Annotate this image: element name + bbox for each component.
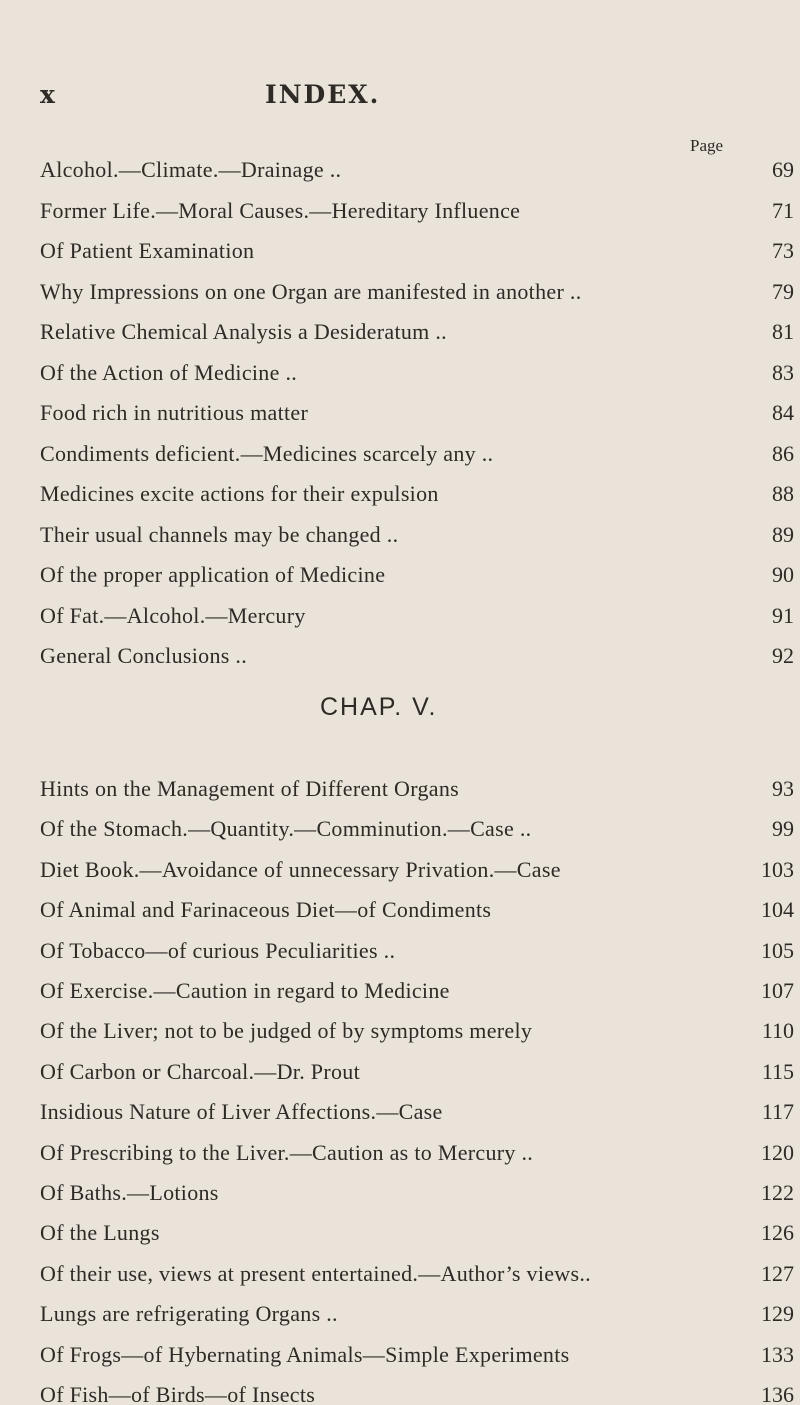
entry-title: Of Tobacco—of curious Peculiarities .. <box>40 937 396 963</box>
index-entry <box>40 1261 800 1295</box>
entry-page-number: 117 <box>761 1099 794 1125</box>
index-entry <box>40 360 800 394</box>
entry-title: Of the Action of Medicine .. <box>40 359 298 385</box>
entry-title: Of the Stomach.—Quantity.—Comminution.—Case .. <box>40 816 532 842</box>
entry-title: Of Carbon or Charcoal.—Dr. Prout <box>40 1058 360 1084</box>
entry-page-number: 79 <box>772 278 794 304</box>
index-entry <box>40 897 800 931</box>
entry-title: Hints on the Management of Different Organs <box>40 776 459 801</box>
index-entry <box>40 1099 800 1133</box>
entry-title: Condiments deficient.—Medicines scarcely any .. <box>40 440 494 466</box>
entry-title: Of Animal and Farinaceous Diet—of Condiments <box>40 897 492 923</box>
entry-page-number: 120 <box>761 1139 794 1165</box>
entry-page-number: 105 <box>761 937 794 963</box>
index-entry <box>40 319 800 353</box>
entry-page-number: 107 <box>761 978 794 1003</box>
index-entry <box>40 1018 800 1052</box>
entry-page-number: 110 <box>761 1018 794 1044</box>
index-entry <box>40 1180 800 1214</box>
index-entry <box>40 238 800 272</box>
entry-page-number: 69 <box>772 157 794 182</box>
entry-title: Their usual channels may be changed .. <box>40 521 399 547</box>
index-entry <box>40 1342 800 1376</box>
entry-title: Of their use, views at present entertained.—Author’s views.. <box>40 1260 591 1286</box>
index-entry <box>40 816 800 850</box>
entry-page-number: 126 <box>761 1220 794 1246</box>
entry-page-number: 84 <box>772 400 794 425</box>
entry-title: Medicines excite actions for their expulsion <box>40 481 439 506</box>
entry-title: Alcohol.—Climate.—Drainage .. <box>40 157 342 182</box>
entry-title: Of Exercise.—Caution in regard to Medicine <box>40 978 450 1003</box>
chapter-heading: CHAP. V. <box>320 693 438 721</box>
page-title: INDEX. <box>265 80 381 109</box>
index-entry <box>40 522 800 556</box>
index-entry <box>40 776 800 810</box>
entry-title: Why Impressions on one Organ are manifested in another .. <box>40 278 582 304</box>
entry-page-number: 73 <box>772 238 794 263</box>
entry-page-number: 86 <box>772 440 794 466</box>
entry-page-number: 91 <box>772 602 794 628</box>
index-entry <box>40 1140 800 1174</box>
index-entry <box>40 157 800 191</box>
entry-page-number: 71 <box>772 197 794 223</box>
entry-page-number: 127 <box>761 1260 794 1286</box>
entry-title: Of Baths.—Lotions <box>40 1180 219 1205</box>
index-entry <box>40 603 800 637</box>
entry-page-number: 115 <box>761 1058 794 1084</box>
entry-page-number: 83 <box>772 359 794 385</box>
index-entry <box>40 198 800 232</box>
index-entry <box>40 978 800 1012</box>
entry-page-number: 90 <box>772 562 794 587</box>
entry-page-number: 88 <box>772 481 794 506</box>
index-entry <box>40 441 800 475</box>
index-entry <box>40 1382 800 1405</box>
entry-title: Diet Book.—Avoidance of unnecessary Privation.—Case <box>40 856 561 882</box>
entry-title: Of the proper application of Medicine <box>40 562 386 587</box>
entry-title: Of Frogs—of Hybernating Animals—Simple Experiments <box>40 1341 570 1367</box>
index-entry <box>40 279 800 313</box>
index-entry <box>40 400 800 434</box>
entry-title: Of Fat.—Alcohol.—Mercury <box>40 602 306 628</box>
entry-page-number: 129 <box>761 1301 794 1327</box>
entry-page-number: 122 <box>761 1180 794 1205</box>
entry-page-number: 133 <box>761 1341 794 1367</box>
page-column-label: Page <box>690 136 724 155</box>
entry-title: Insidious Nature of Liver Affections.—Case <box>40 1099 443 1125</box>
index-entry <box>40 643 800 677</box>
entry-page-number: 103 <box>761 856 794 882</box>
entry-title: Of Fish—of Birds—of Insects <box>40 1382 316 1405</box>
entry-page-number: 99 <box>772 816 794 842</box>
index-entry <box>40 1220 800 1254</box>
entry-title: Of Patient Examination <box>40 238 255 263</box>
entry-page-number: 81 <box>772 319 794 344</box>
index-entry <box>40 562 800 596</box>
entry-title: Food rich in nutritious matter <box>40 400 309 425</box>
index-entry <box>40 857 800 891</box>
entry-title: Former Life.—Moral Causes.—Hereditary Influence <box>40 197 521 223</box>
index-entry <box>40 481 800 515</box>
entry-page-number: 93 <box>772 776 794 801</box>
entry-page-number: 89 <box>772 521 794 547</box>
entry-title: General Conclusions .. <box>40 643 248 668</box>
entry-title: Relative Chemical Analysis a Desideratum .. <box>40 319 447 344</box>
index-entry <box>40 1059 800 1093</box>
entry-page-number: 92 <box>772 643 794 668</box>
index-entry <box>40 938 800 972</box>
entry-page-number: 136 <box>761 1382 794 1405</box>
entry-title: Lungs are refrigerating Organs .. <box>40 1301 338 1327</box>
index-entry <box>40 1301 800 1335</box>
entry-page-number: 104 <box>761 897 794 923</box>
page-roman-numeral: x <box>40 80 56 109</box>
entry-title: Of the Liver; not to be judged of by symptoms merely <box>40 1018 533 1044</box>
entry-title: Of the Lungs <box>40 1220 160 1246</box>
entry-title: Of Prescribing to the Liver.—Caution as to Mercury .. <box>40 1139 534 1165</box>
